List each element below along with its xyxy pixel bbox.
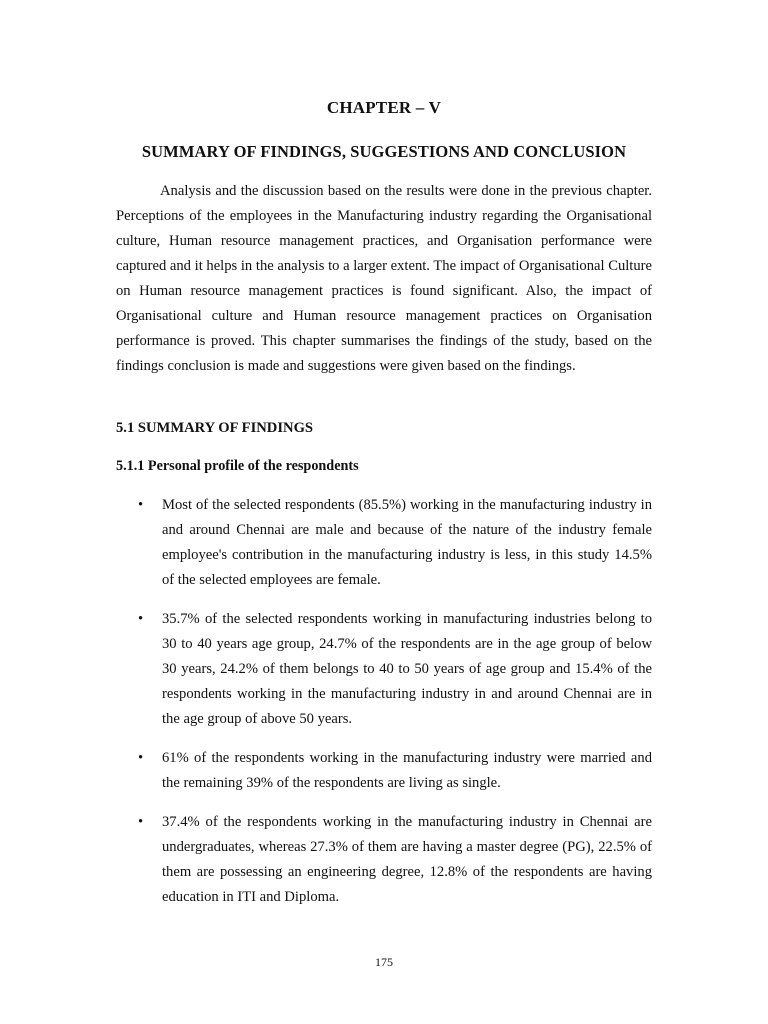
chapter-title: SUMMARY OF FINDINGS, SUGGESTIONS AND CONCLUSION xyxy=(141,142,627,161)
chapter-label: CHAPTER – V xyxy=(326,98,442,117)
section-heading: 5.1 SUMMARY OF FINDINGS xyxy=(116,420,314,436)
bullet-text: 35.7% of the selected respondents working in manufacturing industries belong to 30 to 40 years age group, 24.7% of the respondents are in the age group of below 30 years, 24.2% of them belongs to 40 to 50 years of age group and 15.4% of the respondents working in the manufacturing industry in and around Chennai are in the age group of above 50 years. xyxy=(162,611,652,727)
bullet-text: 61% of the respondents working in the manufacturing industry were married and the remaining 39% of the respondents are living as single. xyxy=(162,750,652,791)
bullet-icon: • xyxy=(138,497,144,513)
bullet-text: Most of the selected respondents (85.5%) working in the manufacturing industry in and around Chennai are male and because of the nature of the industry female employee's contribution in the manufacturing industry is less, in this study 14.5% of the selected employees are female. xyxy=(162,497,652,588)
bullet-text: 37.4% of the respondents working in the manufacturing industry in Chennai are undergraduates, whereas 27.3% of them are having a master degree (PG), 22.5% of them are possessing an engineering degree, 12.8% of the respondents are having education in ITI and Diploma. xyxy=(162,814,652,905)
subsection-heading: 5.1.1 Personal profile of the respondents xyxy=(116,458,359,474)
bullet-icon: • xyxy=(138,814,144,830)
bullet-icon: • xyxy=(138,611,144,627)
page-number: 175 xyxy=(375,955,393,969)
intro-paragraph: Analysis and the discussion based on the results were done in the previous chapter. Perceptions of the employees in the Manufacturing industry regarding the Organisational culture, Human resource management practices, and Organisation performance were captured and it helps in the analysis to a larger extent. The impact of Organisational Culture on Human resource management practices is found significant. Also, the impact of Organisational culture and Human resource management practices on Organisation performance is proved. This chapter summarises the findings of the study, based on the findings conclusion is made and suggestions were given based on the findings. xyxy=(116,183,652,374)
bullet-icon: • xyxy=(138,750,144,766)
